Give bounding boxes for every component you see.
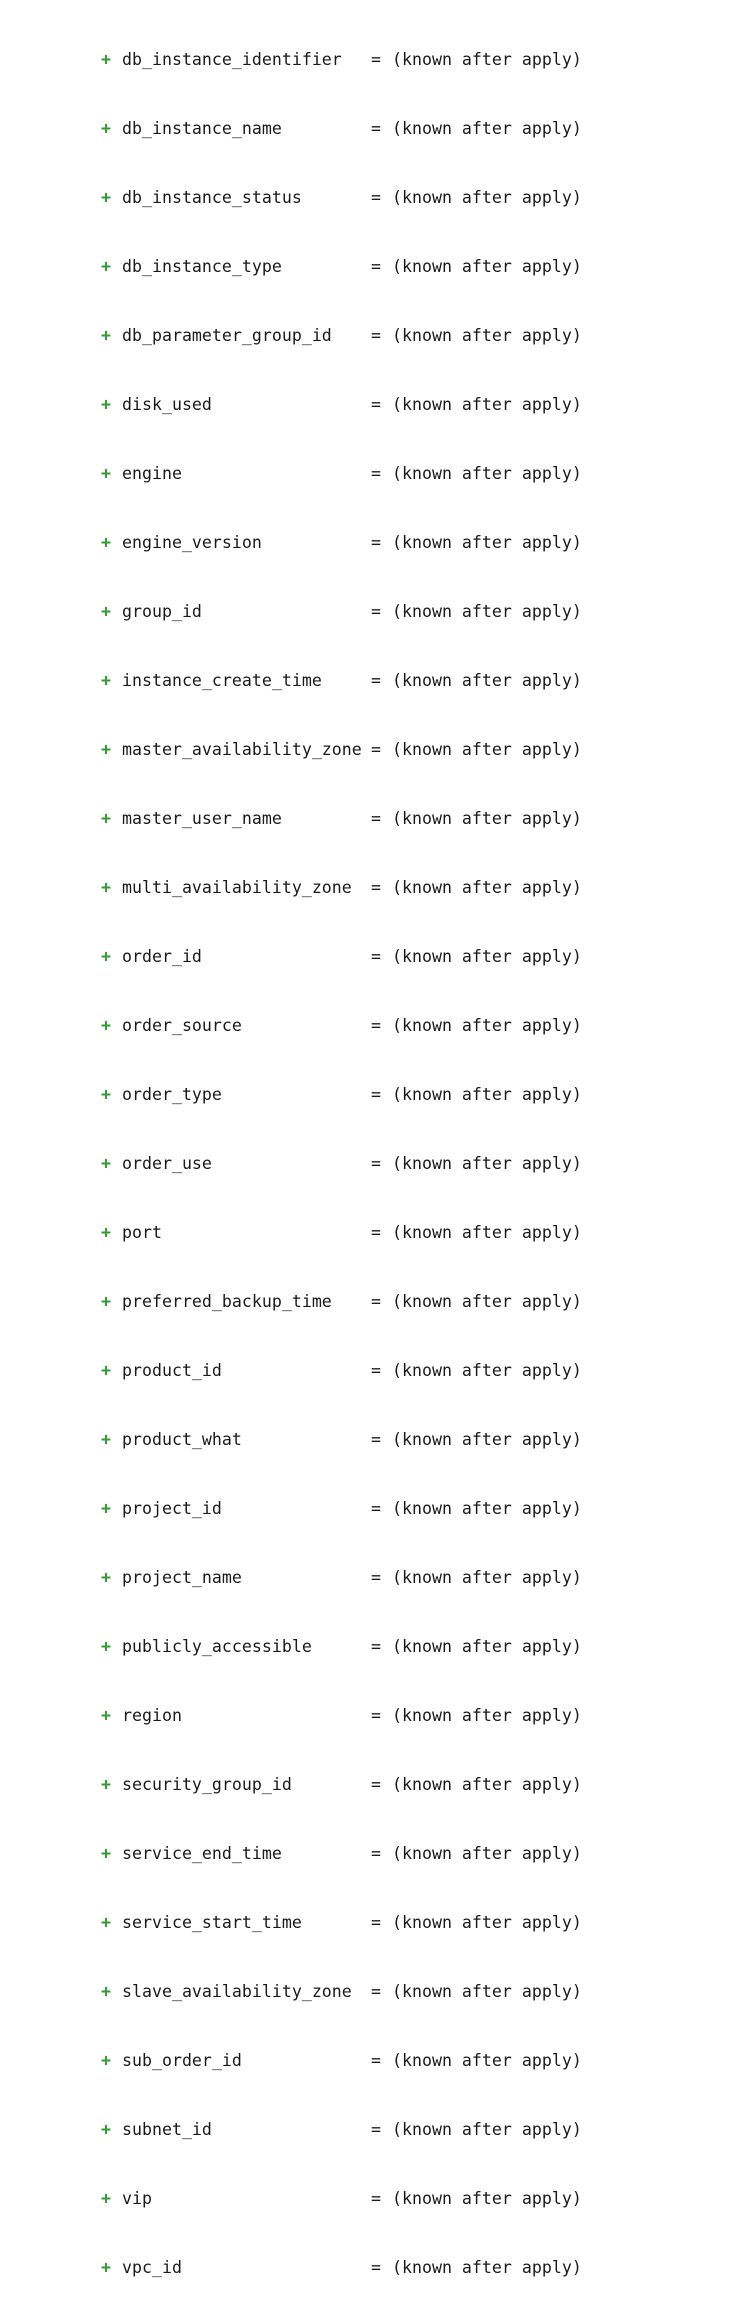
- add-sign: +: [101, 1499, 111, 1518]
- plan-line: [0, 1635, 756, 1658]
- plan-line: [0, 876, 756, 899]
- attribute-key: db_instance_type: [122, 257, 282, 276]
- add-sign: +: [101, 1913, 111, 1932]
- attribute-key: product_what: [122, 1430, 242, 1449]
- plan-line: [0, 1014, 756, 1037]
- plan-line: [0, 669, 756, 692]
- plan-line: [0, 807, 756, 830]
- equals-sign: =: [371, 119, 381, 138]
- equals-sign: =: [371, 1292, 381, 1311]
- attribute-key: multi_availability_zone: [122, 878, 352, 897]
- add-sign: +: [101, 2258, 111, 2277]
- add-sign: +: [101, 326, 111, 345]
- equals-sign: =: [371, 2258, 381, 2277]
- attribute-key: project_name: [122, 1568, 242, 1587]
- add-sign: +: [101, 947, 111, 966]
- add-sign: +: [101, 119, 111, 138]
- plan-line: [0, 117, 756, 140]
- attribute-key: security_group_id: [122, 1775, 292, 1794]
- equals-sign: =: [371, 50, 381, 69]
- attribute-value: (known after apply): [392, 1844, 582, 1863]
- add-sign: +: [101, 1982, 111, 2001]
- attribute-value: (known after apply): [392, 1775, 582, 1794]
- attribute-key: order_source: [122, 1016, 242, 1035]
- add-sign: +: [101, 257, 111, 276]
- add-sign: +: [101, 1085, 111, 1104]
- add-sign: +: [101, 1223, 111, 1242]
- attribute-value: (known after apply): [392, 1430, 582, 1449]
- equals-sign: =: [371, 257, 381, 276]
- add-sign: +: [101, 602, 111, 621]
- add-sign: +: [101, 395, 111, 414]
- attribute-value: (known after apply): [392, 1292, 582, 1311]
- plan-line: [0, 1083, 756, 1106]
- add-sign: +: [101, 1361, 111, 1380]
- attribute-value: (known after apply): [392, 2120, 582, 2139]
- attribute-value: (known after apply): [392, 1499, 582, 1518]
- plan-line: [0, 48, 756, 71]
- attribute-key: port: [122, 1223, 162, 1242]
- attribute-key: engine_version: [122, 533, 262, 552]
- equals-sign: =: [371, 464, 381, 483]
- equals-sign: =: [371, 671, 381, 690]
- attribute-key: db_instance_identifier: [122, 50, 342, 69]
- add-sign: +: [101, 1292, 111, 1311]
- attribute-value: (known after apply): [392, 2189, 582, 2208]
- attribute-key: db_instance_status: [122, 188, 302, 207]
- add-sign: +: [101, 1430, 111, 1449]
- add-sign: +: [101, 2189, 111, 2208]
- attribute-value: (known after apply): [392, 671, 582, 690]
- equals-sign: =: [371, 533, 381, 552]
- add-sign: +: [101, 809, 111, 828]
- add-sign: +: [101, 533, 111, 552]
- attribute-value: (known after apply): [392, 1154, 582, 1173]
- add-sign: +: [101, 2120, 111, 2139]
- equals-sign: =: [371, 2189, 381, 2208]
- attribute-key: product_id: [122, 1361, 222, 1380]
- attribute-value: (known after apply): [392, 533, 582, 552]
- attribute-value: (known after apply): [392, 1223, 582, 1242]
- plan-line: [0, 186, 756, 209]
- attribute-key: service_end_time: [122, 1844, 282, 1863]
- attribute-value: (known after apply): [392, 464, 582, 483]
- attribute-value: (known after apply): [392, 1085, 582, 1104]
- equals-sign: =: [371, 188, 381, 207]
- plan-line: [0, 1152, 756, 1175]
- plan-line: [0, 1290, 756, 1313]
- add-sign: +: [101, 1016, 111, 1035]
- equals-sign: =: [371, 395, 381, 414]
- attribute-key: order_use: [122, 1154, 212, 1173]
- attribute-key: order_id: [122, 947, 202, 966]
- equals-sign: =: [371, 602, 381, 621]
- plan-line: [0, 1911, 756, 1934]
- attribute-key: master_availability_zone: [122, 740, 362, 759]
- attribute-value: (known after apply): [392, 188, 582, 207]
- equals-sign: =: [371, 1430, 381, 1449]
- attribute-key: disk_used: [122, 395, 212, 414]
- attribute-value: (known after apply): [392, 1361, 582, 1380]
- plan-line: [0, 1566, 756, 1589]
- attribute-key: region: [122, 1706, 182, 1725]
- plan-line: [0, 2118, 756, 2141]
- attribute-key: db_instance_name: [122, 119, 282, 138]
- equals-sign: =: [371, 1775, 381, 1794]
- attribute-key: order_type: [122, 1085, 222, 1104]
- plan-line: [0, 2049, 756, 2072]
- add-sign: +: [101, 2051, 111, 2070]
- equals-sign: =: [371, 1982, 381, 2001]
- attribute-value: (known after apply): [392, 257, 582, 276]
- equals-sign: =: [371, 1085, 381, 1104]
- add-sign: +: [101, 1568, 111, 1587]
- attribute-key: db_parameter_group_id: [122, 326, 332, 345]
- equals-sign: =: [371, 1706, 381, 1725]
- plan-line: [0, 1842, 756, 1865]
- attribute-key: service_start_time: [122, 1913, 302, 1932]
- attribute-key: slave_availability_zone: [122, 1982, 352, 2001]
- add-sign: +: [101, 1844, 111, 1863]
- attribute-value: (known after apply): [392, 2051, 582, 2070]
- equals-sign: =: [371, 1844, 381, 1863]
- add-sign: +: [101, 1775, 111, 1794]
- equals-sign: =: [371, 1568, 381, 1587]
- attribute-value: (known after apply): [392, 50, 582, 69]
- plan-line: [0, 1428, 756, 1451]
- attribute-value: (known after apply): [392, 1637, 582, 1656]
- add-sign: +: [101, 878, 111, 897]
- attribute-key: publicly_accessible: [122, 1637, 312, 1656]
- attribute-value: (known after apply): [392, 1568, 582, 1587]
- plan-line: [0, 1359, 756, 1382]
- equals-sign: =: [371, 326, 381, 345]
- add-sign: +: [101, 50, 111, 69]
- attribute-key: preferred_backup_time: [122, 1292, 332, 1311]
- equals-sign: =: [371, 947, 381, 966]
- add-sign: +: [101, 188, 111, 207]
- attribute-key: sub_order_id: [122, 2051, 242, 2070]
- plan-line: [0, 2256, 756, 2279]
- plan-line: [0, 531, 756, 554]
- equals-sign: =: [371, 809, 381, 828]
- equals-sign: =: [371, 1154, 381, 1173]
- add-sign: +: [101, 464, 111, 483]
- plan-line: [0, 738, 756, 761]
- terraform-plan-output: [0, 2, 756, 2302]
- attribute-key: engine: [122, 464, 182, 483]
- attribute-value: (known after apply): [392, 740, 582, 759]
- attribute-key: master_user_name: [122, 809, 282, 828]
- plan-line: [0, 945, 756, 968]
- plan-line: [0, 462, 756, 485]
- plan-line: [0, 1773, 756, 1796]
- equals-sign: =: [371, 1361, 381, 1380]
- plan-line: [0, 1497, 756, 1520]
- attribute-key: project_id: [122, 1499, 222, 1518]
- add-sign: +: [101, 1154, 111, 1173]
- add-sign: +: [101, 740, 111, 759]
- attribute-value: (known after apply): [392, 1706, 582, 1725]
- attribute-value: (known after apply): [392, 602, 582, 621]
- plan-line: [0, 255, 756, 278]
- attribute-key: vpc_id: [122, 2258, 182, 2277]
- attribute-value: (known after apply): [392, 1913, 582, 1932]
- equals-sign: =: [371, 740, 381, 759]
- attribute-key: group_id: [122, 602, 202, 621]
- attribute-value: (known after apply): [392, 2258, 582, 2277]
- equals-sign: =: [371, 2051, 381, 2070]
- equals-sign: =: [371, 1637, 381, 1656]
- plan-line: [0, 2187, 756, 2210]
- plan-line: [0, 600, 756, 623]
- add-sign: +: [101, 1706, 111, 1725]
- attribute-key: subnet_id: [122, 2120, 212, 2139]
- equals-sign: =: [371, 1499, 381, 1518]
- plan-line: [0, 1221, 756, 1244]
- attribute-value: (known after apply): [392, 1016, 582, 1035]
- attribute-key: instance_create_time: [122, 671, 322, 690]
- plan-line: [0, 1704, 756, 1727]
- equals-sign: =: [371, 1913, 381, 1932]
- attribute-value: (known after apply): [392, 809, 582, 828]
- equals-sign: =: [371, 878, 381, 897]
- plan-line: [0, 1980, 756, 2003]
- attribute-key: vip: [122, 2189, 152, 2208]
- add-sign: +: [101, 1637, 111, 1656]
- attribute-value: (known after apply): [392, 326, 582, 345]
- plan-line: [0, 324, 756, 347]
- attribute-value: (known after apply): [392, 878, 582, 897]
- equals-sign: =: [371, 1223, 381, 1242]
- attribute-value: (known after apply): [392, 395, 582, 414]
- equals-sign: =: [371, 1016, 381, 1035]
- attribute-value: (known after apply): [392, 947, 582, 966]
- attribute-value: (known after apply): [392, 119, 582, 138]
- add-sign: +: [101, 671, 111, 690]
- plan-line: [0, 393, 756, 416]
- equals-sign: =: [371, 2120, 381, 2139]
- attribute-value: (known after apply): [392, 1982, 582, 2001]
